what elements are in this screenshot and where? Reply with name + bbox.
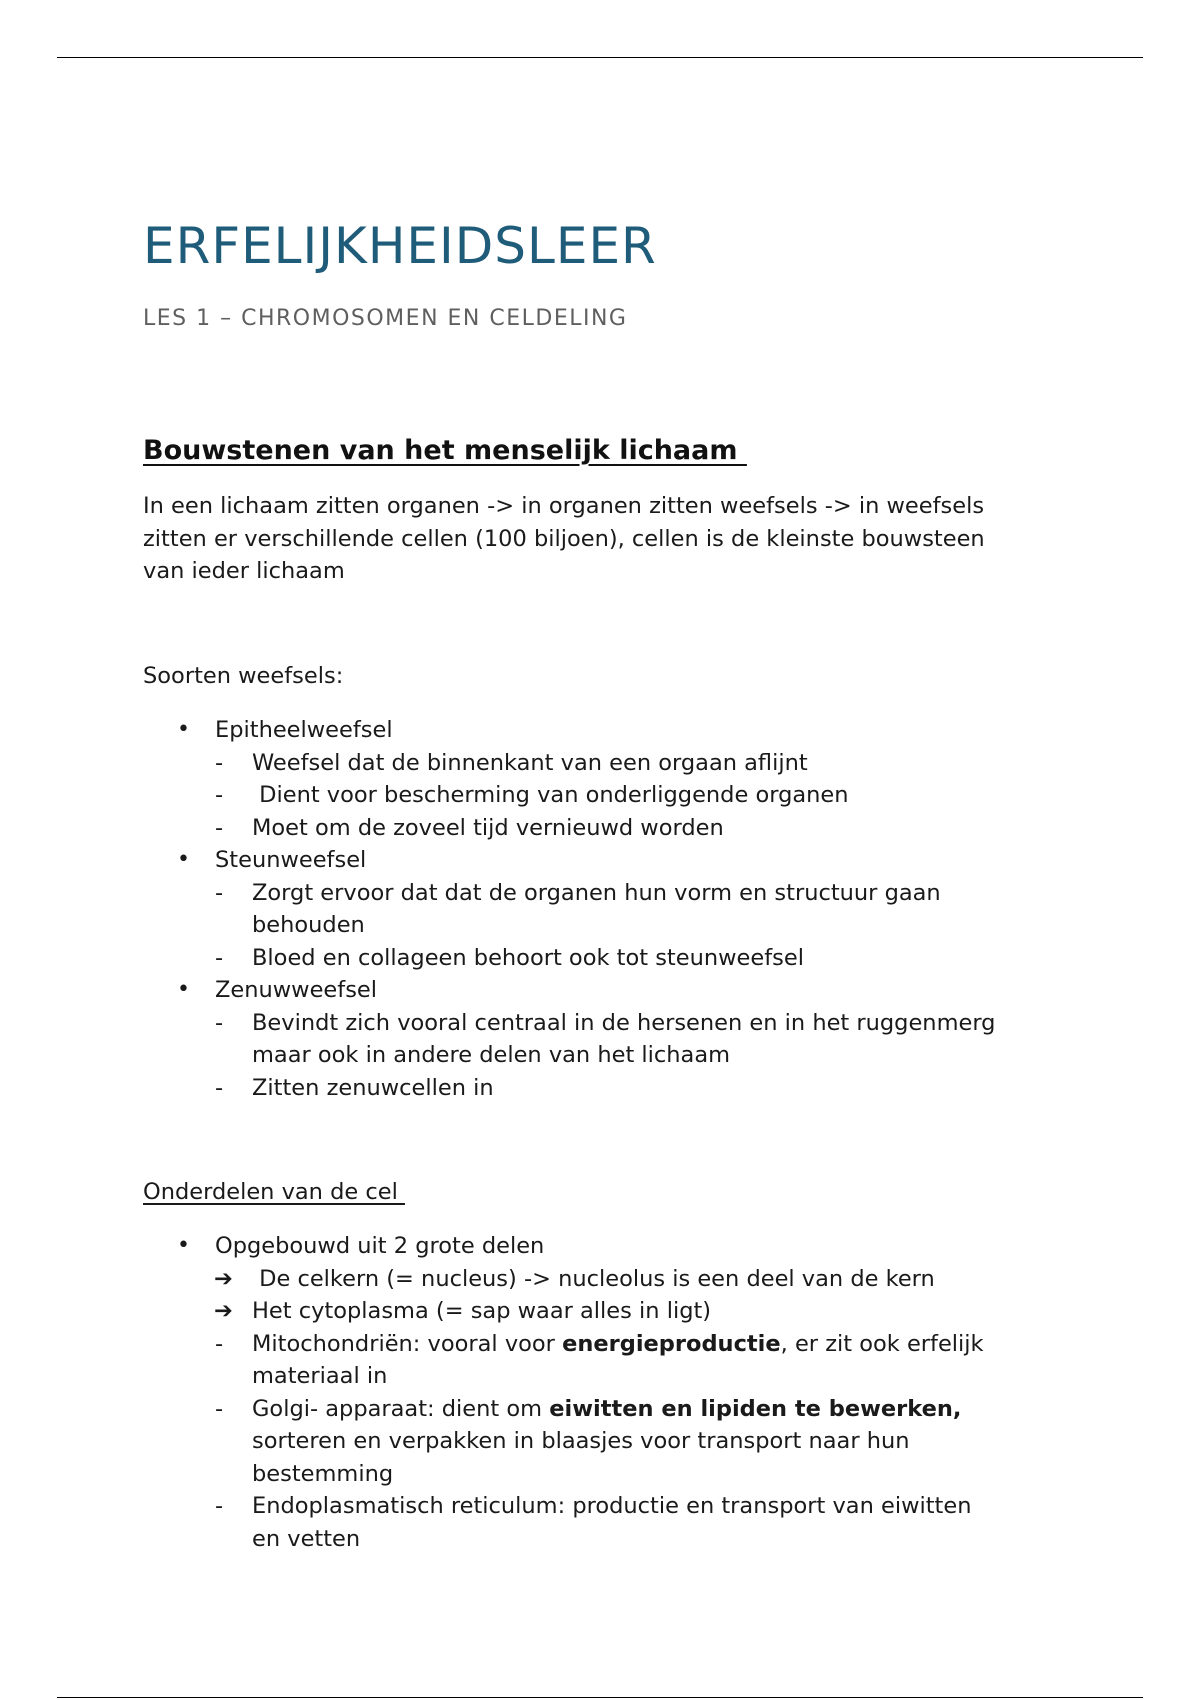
- subitem-text: Weefsel dat de binnenkant van een orgaan aflijnt: [252, 749, 808, 776]
- list-subitem: [143, 1007, 1083, 1072]
- list-item-steun: • Steunweefsel: [143, 844, 1083, 877]
- subitem-text: Golgi- apparaat: dient om: [252, 1395, 550, 1422]
- subitem-text: Dient voor bescherming van onderliggende organen: [252, 782, 849, 808]
- document-subtitle: LES 1 – CHROMOSOMEN EN CELDELING: [143, 306, 628, 331]
- subitem-text: Moet om de zoveel tijd vernieuwd worden: [252, 814, 724, 841]
- list-subitem: [143, 1295, 1083, 1328]
- tissue-types-label: Soorten weefsels:: [143, 663, 344, 689]
- tissue-types-list: [143, 714, 1083, 1104]
- list-subitem: [143, 1072, 1083, 1105]
- intro-paragraph: [143, 490, 1083, 588]
- subitem-text: Bloed en collageen behoort ook tot steunweefsel: [252, 944, 804, 971]
- dash-marker: -: [215, 814, 224, 841]
- dash-marker: -: [215, 749, 224, 776]
- subitem-text: materiaal in: [252, 1363, 388, 1389]
- list-item-epitheel: • Epitheelweefsel: [143, 714, 1083, 747]
- list-subitem: [143, 1263, 1083, 1296]
- subitem-text: sorteren en verpakken in blaasjes voor transport naar hun: [252, 1428, 910, 1454]
- subitem-text: Het cytoplasma (= sap waar alles in ligt): [252, 1298, 712, 1324]
- subitem-text: Zitten zenuwcellen in: [252, 1074, 494, 1101]
- bold-term: eiwitten en lipiden te bewerken,: [549, 1395, 962, 1422]
- dash-marker: -: [215, 1074, 224, 1101]
- bold-term: energieproductie: [562, 1330, 781, 1357]
- dash-marker: -: [215, 782, 224, 808]
- subitem-text: Endoplasmatisch reticulum: productie en transport van eiwitten: [252, 1493, 972, 1519]
- intro-line: van ieder lichaam: [143, 558, 345, 584]
- list-item-opgebouwd: • Opgebouwd uit 2 grote delen: [143, 1230, 1083, 1263]
- intro-line: In een lichaam zitten organen -> in organen zitten weefsels -> in weefsels: [143, 493, 985, 519]
- list-item-zenuw: • Zenuwweefsel: [143, 974, 1083, 1007]
- document-title: ERFELIJKHEIDSLEER: [143, 217, 657, 275]
- subitem-text: en vetten: [252, 1525, 361, 1552]
- dash-marker: -: [215, 1395, 224, 1422]
- list-subitem: [143, 812, 1083, 845]
- dash-marker: -: [215, 944, 224, 971]
- top-rule: [57, 57, 1143, 58]
- bottom-rule: [57, 1697, 1143, 1698]
- subitem-text: maar ook in andere delen van het lichaam: [252, 1042, 731, 1068]
- dash-marker: -: [215, 879, 224, 906]
- cell-parts-list: [143, 1230, 1083, 1555]
- section-heading-onderdelen: Onderdelen van de cel: [143, 1179, 405, 1205]
- subitem-text: Zorgt ervoor dat dat de organen hun vorm en structuur gaan: [252, 879, 941, 906]
- list-subitem: [143, 877, 1083, 942]
- intro-line: zitten er verschillende cellen (100 biljoen), cellen is de kleinste bouwsteen: [143, 525, 985, 552]
- subitem-text: behouden: [252, 912, 365, 938]
- arrow-marker: ➔: [214, 1298, 233, 1324]
- list-subitem: [143, 779, 1083, 812]
- subitem-text: Bevindt zich vooral centraal in de hersenen en in het ruggenmerg: [252, 1009, 996, 1036]
- arrow-marker: ➔: [214, 1265, 233, 1292]
- dash-marker: -: [215, 1009, 224, 1036]
- subitem-text: Mitochondriën: vooral voor: [252, 1330, 563, 1357]
- subitem-text: , er zit ook erfelijk: [780, 1330, 984, 1357]
- subitem-text: De celkern (= nucleus) -> nucleolus is een deel van de kern: [252, 1265, 935, 1292]
- list-subitem: [143, 747, 1083, 780]
- list-subitem: [143, 942, 1083, 975]
- list-subitem: [143, 1393, 1083, 1491]
- dash-marker: -: [215, 1493, 224, 1519]
- section-heading-bouwstenen: Bouwstenen van het menselijk lichaam: [143, 435, 747, 466]
- list-subitem: [143, 1490, 1083, 1555]
- dash-marker: -: [215, 1330, 224, 1357]
- subitem-text: bestemming: [252, 1460, 394, 1487]
- list-subitem: [143, 1328, 1083, 1393]
